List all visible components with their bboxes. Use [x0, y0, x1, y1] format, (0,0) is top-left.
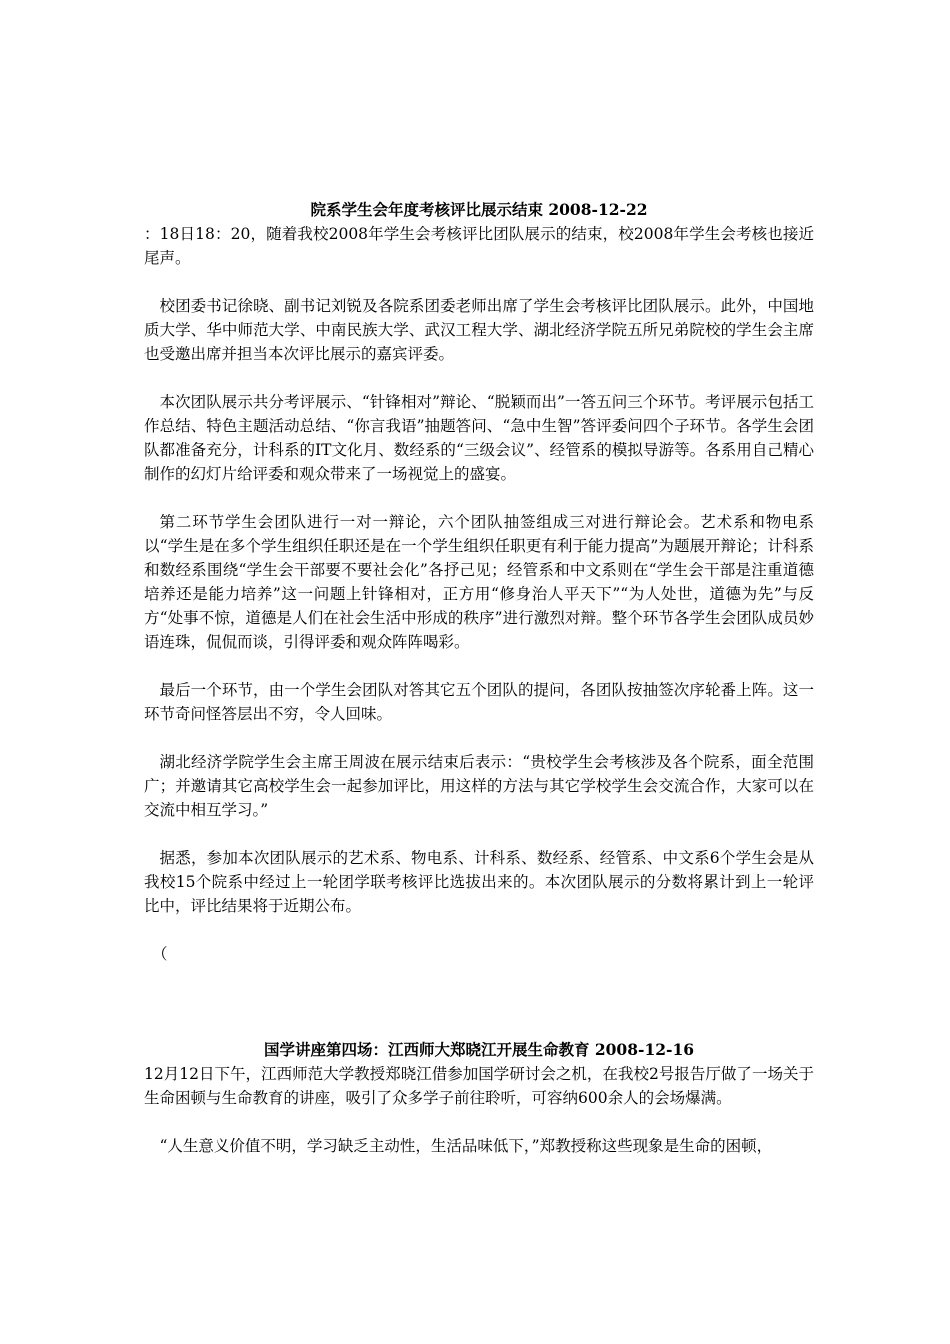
article-2-title: 国学讲座第四场：江西师大郑晓江开展生命教育 2008-12-16: [263, 1040, 695, 1059]
paragraph-gap: [144, 486, 814, 510]
paragraph-gap: [144, 270, 814, 294]
article-1-paragraph-3: 本次团队展示共分考评展示、“针锋相对”辩论、“脱颖而出”一答五问三个环节。考评展示包括工作总结、特色主题活动总结、“你言我语”抽题答问、“急中生智”答评委问四个子环节。各学生会团队都准备充分，计科系的IT文化月、数经系的“三级会议”、经管系的模拟导游等。各系用自己精心制作的幻灯片给评委和观众带来了一场视觉上的盛宴。: [144, 393, 814, 483]
article-1-trailing-mark: （: [152, 945, 168, 963]
paragraph-gap: [144, 366, 814, 390]
article-gap: [144, 966, 814, 1014]
paragraph-gap: [144, 1110, 814, 1134]
paragraph-gap: [144, 654, 814, 678]
article-1-paragraph-2: 校团委书记徐晓、副书记刘锐及各院系团委老师出席了学生会考核评比团队展示。此外，中国地质大学、华中师范大学、中南民族大学、武汉工程大学、湖北经济学院五所兄弟院校的学生会主席也受邀出席并担当本次评比展示的嘉宾评委。: [144, 297, 814, 363]
document-page: [144, 198, 814, 1158]
article-1-paragraph-4: 第二环节学生会团队进行一对一辩论，六个团队抽签组成三对进行辩论会。艺术系和物电系以“学生是在多个学生组织任职还是在一个学生组织任职更有利于能力提高”为题展开辩论；计科系和数经系围绕“学生会干部要不要社会化”各抒己见；经管系和中文系则在“学生会干部是注重道德培养还是能力培养”这一问题上针锋相对，正方用“修身治人平天下”“为人处世，道德为先”与反方“处事不惊，道德是人们在社会生活中形成的秩序”进行激烈对辩。整个环节各学生会团队成员妙语连珠，侃侃而谈，引得评委和观众阵阵喝彩。: [144, 513, 814, 651]
article-1-paragraph-7: 据悉，参加本次团队展示的艺术系、物电系、计科系、数经系、经管系、中文系6个学生会是从我校15个院系中经过上一轮团学联考核评比选拔出来的。本次团队展示的分数将累计到上一轮评比中，评比结果将于近期公布。: [144, 849, 814, 915]
paragraph-gap: [144, 822, 814, 846]
paragraph-gap: [144, 726, 814, 750]
article-1-paragraph-1: ：18日18：20，随着我校2008年学生会考核评比团队展示的结束，校2008年学生会考核也接近尾声。: [144, 225, 814, 267]
article-2-paragraph-1: 12月12日下午，江西师范大学教授郑晓江借参加国学研讨会之机，在我校2号报告厅做了一场关于生命困顿与生命教育的讲座，吸引了众多学子前往聆听，可容纳600余人的会场爆满。: [144, 1065, 814, 1107]
article-1-title: 院系学生会年度考核评比展示结束 2008-12-22: [310, 200, 648, 219]
paragraph-gap: [144, 918, 814, 942]
article-2-paragraph-2: “人生意义价值不明，学习缺乏主动性，生活品味低下，”郑教授称这些现象是生命的困顿，: [159, 1137, 773, 1155]
paragraph-gap: [144, 1014, 814, 1038]
article-1-paragraph-6: 湖北经济学院学生会主席王周波在展示结束后表示：“贵校学生会考核涉及各个院系，面全范围广；并邀请其它高校学生会一起参加评比，用这样的方法与其它学校学生会交流合作，大家可以在交流中相互学习。”: [144, 753, 814, 819]
article-1-paragraph-5: 最后一个环节，由一个学生会团队对答其它五个团队的提问，各团队按抽签次序轮番上阵。这一环节奇问怪答层出不穷，令人回味。: [144, 681, 814, 723]
